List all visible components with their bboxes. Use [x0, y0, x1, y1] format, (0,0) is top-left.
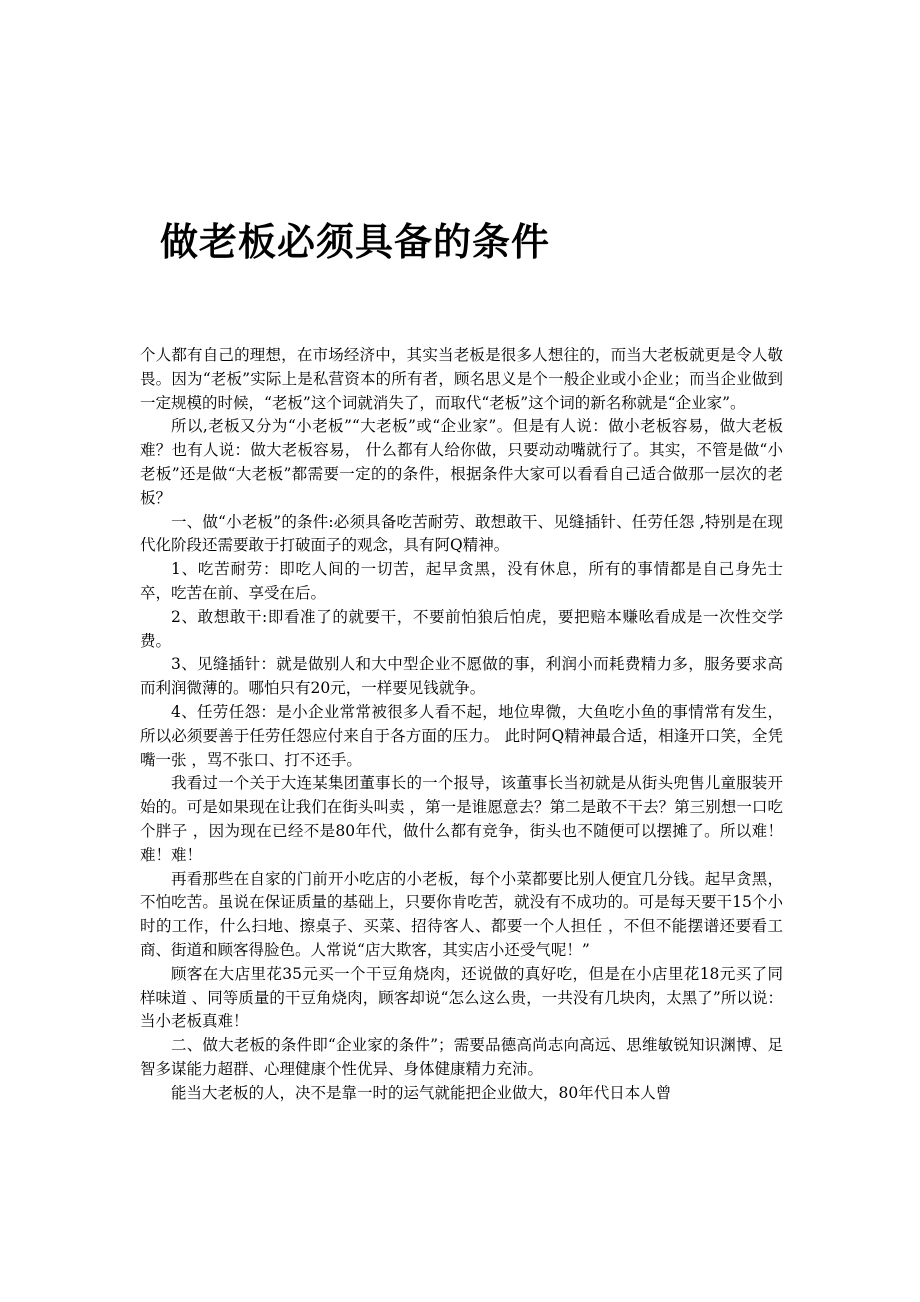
body-paragraph: 个人都有自己的理想，在市场经济中，其实当老板是很多人想往的，而当大老板就更是令人敬畏。因为“老板”实际上是私营资本的所有者，顾名思义是个一般企业或小企业；而当企业做到一定规模的时候，“老板”这个词就消失了，而取代“老板”这个词的新名称就是“企业家”。 — [140, 346, 783, 412]
body-paragraph: 顾客在大店里花35元买一个干豆角烧肉，还说做的真好吃，但是在小店里花18元买了同样味道 、同等质量的干豆角烧肉，顾客却说“怎么这么贵，一共没有几块肉，太黑了”所以说：当小老板真难！ — [140, 964, 783, 1031]
body-paragraph: 我看过一个关于大连某集团董事长的一个报导，该董事长当初就是从街头兜售儿童服装开始的。可是如果现在让我们在街头叫卖 ，第一是谁愿意去？第二是敢不干去？第三别想一口吃个胖子 ，因为现在已经不是80年代，做什么都有竞争，街头也不随便可以摆摊了。所以难！难！难！ — [140, 774, 783, 864]
body-paragraph: 一、做“小老板”的条件:必须具备吃苦耐劳、敢想敢干、见缝插针、任劳任怨 ,特别是在现代化阶段还需要敢于打破面子的观念，具有阿Q精神。 — [140, 512, 783, 555]
document-title: 做老板必须具备的条件 — [160, 220, 551, 264]
body-paragraph: 1、吃苦耐劳：即吃人间的一切苦，起早贪黑，没有休息，所有的事情都是自己身先士卒，吃苦在前、享受在后。 — [140, 560, 783, 602]
body-paragraph: 再看那些在自家的门前开小吃店的小老板，每个小菜都要比别人便宜几分钱。起早贪黑，不怕吃苦。虽说在保证质量的基础上，只要你肯吃苦，就没有不成功的。可是每天要干15个小时的工作，什么扫地、擦桌子、买菜、招待客人、都要一个人担任 ，不但不能摆谱还要看工商、街道和顾客得脸色。人常说“店大欺客，其实店小还受气呢！” — [140, 869, 783, 959]
body-paragraph: 2、敢想敢干:即看准了的就要干，不要前怕狼后怕虎，要把赔本赚吆看成是一次性交学费。 — [140, 607, 783, 650]
body-paragraph: 3、见缝插针：就是做别人和大中型企业不愿做的事，利润小而耗费精力多，服务要求高而利润微薄的。哪怕只有20元，一样要见钱就争。 — [140, 655, 783, 698]
body-paragraph: 二、做大老板的条件即“企业家的条件”；需要品德高尚志向高远、思维敏锐知识渊博、足智多谋能力超群、心理健康个性优异、身体健康精力充沛。 — [140, 1036, 783, 1078]
body-paragraph: 所以,老板又分为“小老板”“大老板”或“企业家”。但是有人说：做小老板容易，做大老板难？也有人说：做大老板容易， 什么都有人给你做，只要动动嘴就行了。其实，不管是做“小老板”还是做“大老板”都需要一定的的条件，根据条件大家可以看看自己适合做那一层次的老板？ — [140, 417, 783, 507]
document-body — [140, 344, 783, 1106]
body-paragraph: 能当大老板的人，决不是靠一时的运气就能把企业做大，80年代日本人曾 — [171, 1083, 672, 1102]
body-paragraph: 4、任劳任怨：是小企业常常被很多人看不起，地位卑微，大鱼吃小鱼的事情常有发生，所以必须要善于任劳任怨应付来自于各方面的压力。 此时阿Q精神最合适，相逢开口笑，全凭嘴一张 ，骂不张口、打不还手。 — [140, 702, 783, 769]
